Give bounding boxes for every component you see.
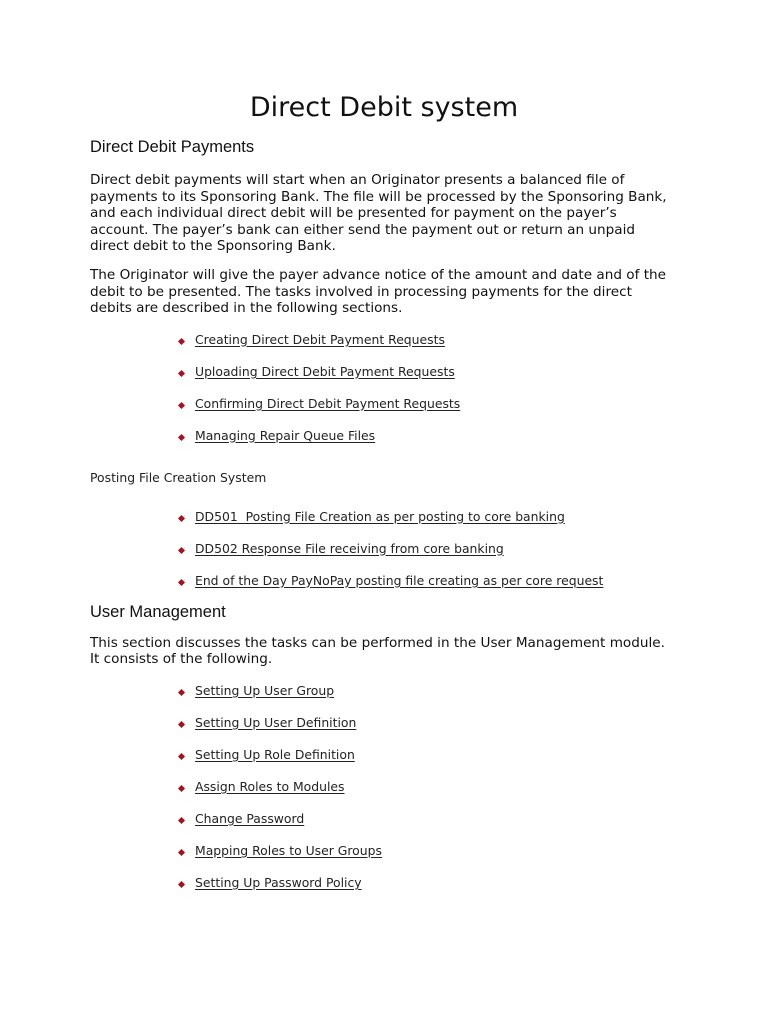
- link-end-of-day-paynopay[interactable]: End of the Day PayNoPay posting file creating as per core request: [195, 572, 604, 588]
- list-item: [178, 541, 678, 573]
- posting-link-list: [90, 509, 678, 605]
- section-heading-posting: Posting File Creation System: [90, 469, 267, 485]
- list-item: [178, 573, 678, 605]
- link-setting-up-user-definition[interactable]: Setting Up User Definition: [195, 714, 357, 730]
- diamond-bullet-icon: [178, 338, 185, 345]
- user-management-paragraph: This section discusses the tasks can be performed in the User Management module. It consists of the following.: [90, 634, 665, 668]
- diamond-bullet-icon: [178, 547, 185, 554]
- diamond-bullet-icon: [178, 434, 185, 441]
- section-heading-payments: Direct Debit Payments: [90, 138, 255, 156]
- page-title: Direct Debit system: [249, 92, 519, 123]
- diamond-bullet-icon: [178, 689, 185, 696]
- list-item: [178, 332, 678, 364]
- payments-link-list: [90, 332, 678, 460]
- diamond-bullet-icon: [178, 785, 185, 792]
- link-setting-up-user-group[interactable]: Setting Up User Group: [195, 682, 335, 698]
- link-dd502-response-file[interactable]: DD502 Response File receiving from core banking: [195, 540, 504, 556]
- diamond-bullet-icon: [178, 817, 185, 824]
- payments-paragraph-2: The Originator will give the payer advance notice of the amount and date and of the debit to be presented. The tasks involved in processing payments for the direct debits are described in the following sections.: [90, 266, 667, 317]
- list-item: [178, 715, 678, 747]
- list-item: [178, 428, 678, 460]
- link-confirming-dd-payment-requests[interactable]: Confirming Direct Debit Payment Requests: [195, 395, 461, 411]
- diamond-bullet-icon: [178, 849, 185, 856]
- link-creating-dd-payment-requests[interactable]: Creating Direct Debit Payment Requests: [195, 331, 445, 347]
- list-item: [178, 364, 678, 396]
- diamond-bullet-icon: [178, 370, 185, 377]
- link-managing-repair-queue-files[interactable]: Managing Repair Queue Files: [195, 427, 376, 443]
- payments-paragraph-1: Direct debit payments will start when an Originator presents a balanced file of payments to its Sponsoring Bank. The file will be processed by the Sponsoring Bank, and each individual direct debit will be presented for payment on the payer’s account. The payer’s bank can either send the payment out or return an unpaid direct debit to the Sponsoring Bank.: [90, 172, 667, 255]
- diamond-bullet-icon: [178, 721, 185, 728]
- link-setting-up-password-policy[interactable]: Setting Up Password Policy: [195, 874, 362, 890]
- list-item: [178, 875, 678, 907]
- link-setting-up-role-definition[interactable]: Setting Up Role Definition: [195, 746, 355, 762]
- link-dd501-posting-file-creation[interactable]: DD501 Posting File Creation as per posting to core banking: [195, 508, 565, 524]
- list-item: [178, 779, 678, 811]
- diamond-bullet-icon: [178, 881, 185, 888]
- user-management-link-list: [90, 683, 678, 907]
- list-item: [178, 683, 678, 715]
- diamond-bullet-icon: [178, 402, 185, 409]
- list-item: [178, 396, 678, 428]
- list-item: [178, 747, 678, 779]
- diamond-bullet-icon: [178, 515, 185, 522]
- list-item: [178, 509, 678, 541]
- link-assign-roles-to-modules[interactable]: Assign Roles to Modules: [195, 778, 345, 794]
- diamond-bullet-icon: [178, 579, 185, 586]
- link-change-password[interactable]: Change Password: [195, 810, 305, 826]
- link-uploading-dd-payment-requests[interactable]: Uploading Direct Debit Payment Requests: [195, 363, 455, 379]
- diamond-bullet-icon: [178, 753, 185, 760]
- list-item: [178, 843, 678, 875]
- section-heading-user-management: User Management: [90, 602, 226, 621]
- list-item: [178, 811, 678, 843]
- link-mapping-roles-to-user-groups[interactable]: Mapping Roles to User Groups: [195, 842, 382, 858]
